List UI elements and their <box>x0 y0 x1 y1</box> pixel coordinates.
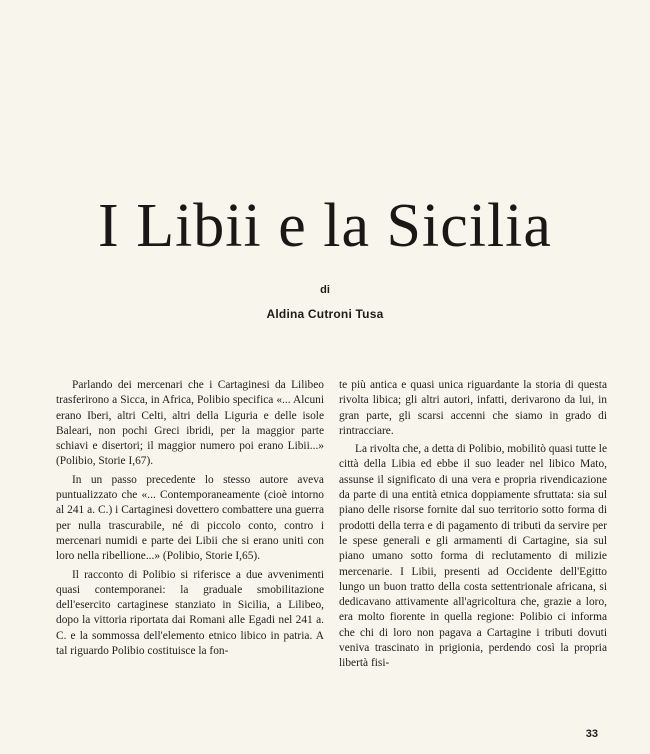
paragraph: te più antica e quasi unica riguardante la storia di questa rivolta libica; gli altri autori, infatti, derivarono da lui, in gran parte, gli scarsi accenni che siamo in grado di rintracciare. <box>339 379 607 437</box>
article-title: I Libii e la Sicilia <box>98 192 552 260</box>
byline-prefix: di <box>320 284 330 296</box>
paragraph: Parlando dei mercenari che i Cartaginesi da Lilibeo trasferirono a Sicca, in Africa, Polibio specifica «... Alcuni erano Iberi, altri Celti, altri della Liguria e delle isole Baleari, non pochi Greci ibridi, per la maggior parte schiavi e disertori; il maggior numero poi erano Libii...» (Polibio, Storie I,67). <box>56 379 324 468</box>
right-column <box>339 378 607 675</box>
page-number: 33 <box>585 728 598 740</box>
paragraph: In un passo precedente lo stesso autore aveva puntualizzato che «... Contemporaneamente (cioè intorno al 241 a. C.) i Cartaginesi dovettero combattere una guerra per nulla trascurabile, né di piccolo conto, contro i mercenari numidi e parte dei Libii che si erano uniti con loro nella ribellione...» (Polibio, Storie I,65). <box>56 473 324 563</box>
author-name: Aldina Cutroni Tusa <box>266 307 384 321</box>
left-column <box>56 378 324 662</box>
paragraph: Il racconto di Polibio si riferisce a due avvenimenti quasi contemporanei: la graduale smobilitazione dell'esercito cartaginese stanziato in Sicilia, a Lilibeo, dopo la vittoria riportata dai Romani alle Egadi nel 241 a. C. e la sommossa dell'elemento etnico libico in patria. A tal riguardo Polibio costituisce la fon- <box>56 568 324 658</box>
paragraph: La rivolta che, a detta di Polibio, mobilitò quasi tutte le città della Libia ed ebbe il suo leader nel libico Mato, assunse il significato di una vera e propria rivendicazione da parte di una entità etnica doppiamente sfruttata: sia sul piano delle risorse fornite dal suo territorio sotto forma di prodotti della terra e di pagamento di tributi da servire per le spese generali e gli armamenti di Cartagine, sia sul piano umano sotto forma di reclutamento di milizie mercenarie. I Libii, presenti ad Occidente dell'Egitto lungo un buon tratto della costa settentrionale africana, si dedicavano attivamente all'agricoltura che, grazie a loro, era molto fiorente in quella regione: Polibio ci informa che chi di loro non pagava a Cartagine i tributi dovuti veniva trascinato in prigionia, perdendo così la propria libertà fisi- <box>339 443 607 670</box>
